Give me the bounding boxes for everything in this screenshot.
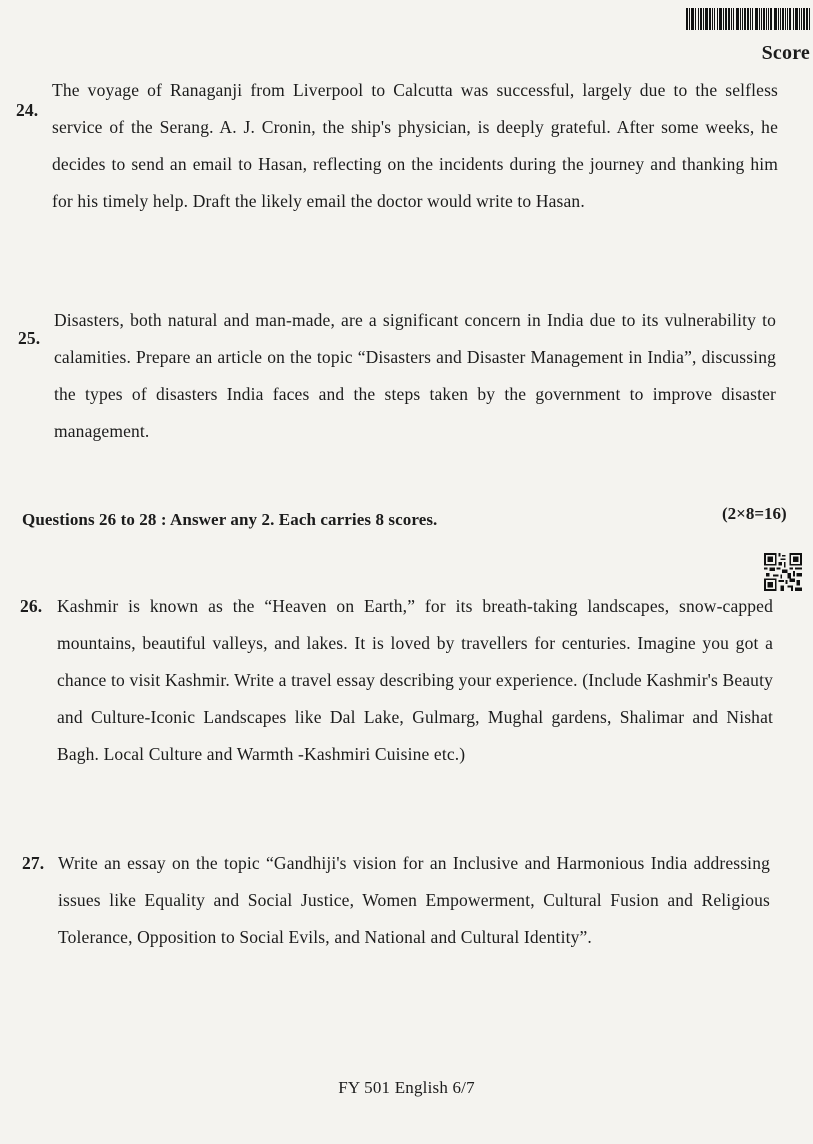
barcode-stripe [719,8,722,30]
barcode-stripe [799,8,800,30]
question-text: Write an essay on the topic “Gandhiji's vision for an Inclusive and Harmonious India addressing issues like Equality and Social Justice, Women Empowerment, Cultural Fusion and Religious Tolerance, Opposition to Social Evils, and National and Cultural Identity”. [58,853,770,947]
barcode-stripe [761,8,762,30]
barcode-stripe [736,8,739,30]
barcode-stripe [789,8,791,30]
qr-code [764,553,802,591]
barcode-stripe [686,8,688,30]
barcode-stripe [689,8,690,30]
barcode-stripe [806,8,808,30]
barcode-stripe [803,8,805,30]
barcode-stripe [717,8,718,30]
barcode-stripe [723,8,724,30]
barcode-stripe [785,8,786,30]
score-label: Score [761,42,810,64]
question-text: The voyage of Ranaganji from Liverpool to Calcutta was successful, largely due to the selfless service of the Serang. A. J. Cronin, the ship's physician, is deeply grateful. After some weeks, he decides to send an email to Hasan, reflecting on the incidents during the journey and thanking him for his timely help. Draft the likely email the doctor would write to Hasan. [52,80,778,211]
barcode-stripe [740,8,741,30]
barcode-stripe [695,8,696,30]
barcode-stripe [698,8,699,30]
barcode-stripe [731,8,732,30]
section-marks: (2×8=16) [722,504,787,523]
barcode-stripe [742,8,743,30]
barcode-stripe [768,8,769,30]
barcode-stripe [782,8,784,30]
barcode-stripe [703,8,704,30]
barcode-stripe [709,8,711,30]
barcode-stripe [752,8,753,30]
question-number: 27. [22,853,45,873]
barcode-stripe [774,8,777,30]
barcode-stripe [801,8,802,30]
barcode-stripe [793,8,794,30]
question-number: 24. [16,100,39,120]
barcode-stripe [744,8,746,30]
barcode-stripe [733,8,734,30]
section-instruction: Questions 26 to 28 : Answer any 2. Each carries 8 scores. [22,510,438,529]
barcode-stripe [700,8,702,30]
page-footer: FY 501 English 6/7 [338,1078,475,1097]
barcode-stripe [750,8,751,30]
barcode-stripe [778,8,779,30]
barcode-stripe [714,8,715,30]
barcode-stripe [747,8,749,30]
barcode-stripe [691,8,694,30]
barcode-stripe [712,8,713,30]
barcode [686,8,812,30]
barcode-stripe [795,8,798,30]
barcode-stripe [770,8,772,30]
barcode-stripe [755,8,758,30]
barcode-stripe [766,8,767,30]
barcode-stripe [759,8,760,30]
barcode-stripe [763,8,765,30]
barcode-stripe [728,8,730,30]
question-number: 26. [20,596,43,616]
barcode-stripe [725,8,727,30]
question-text: Kashmir is known as the “Heaven on Earth,” for its breath-taking landscapes, snow-capped mountains, beautiful valleys, and lakes. It is loved by travellers for centuries. Imagine you got a chance to visit Kashmir. Write a travel essay describing your experience. (Include Kashmir's Beauty and Culture-Iconic Landscapes like Dal Lake, Gulmarg, Mughal gardens, Shalimar and Nishat Bagh. Local Culture and Warmth -Kashmiri Cuisine etc.) [57,596,773,764]
barcode-stripe [705,8,708,30]
question-text: Disasters, both natural and man-made, are a significant concern in India due to its vulnerability to calamities. Prepare an article on the topic “Disasters and Disaster Management in India”, discussing the types of disasters India faces and the steps taken by the government to improve disaster management. [54,310,776,441]
question-number: 25. [18,328,41,348]
barcode-stripe [809,8,810,30]
barcode-stripe [780,8,781,30]
barcode-stripe [787,8,788,30]
